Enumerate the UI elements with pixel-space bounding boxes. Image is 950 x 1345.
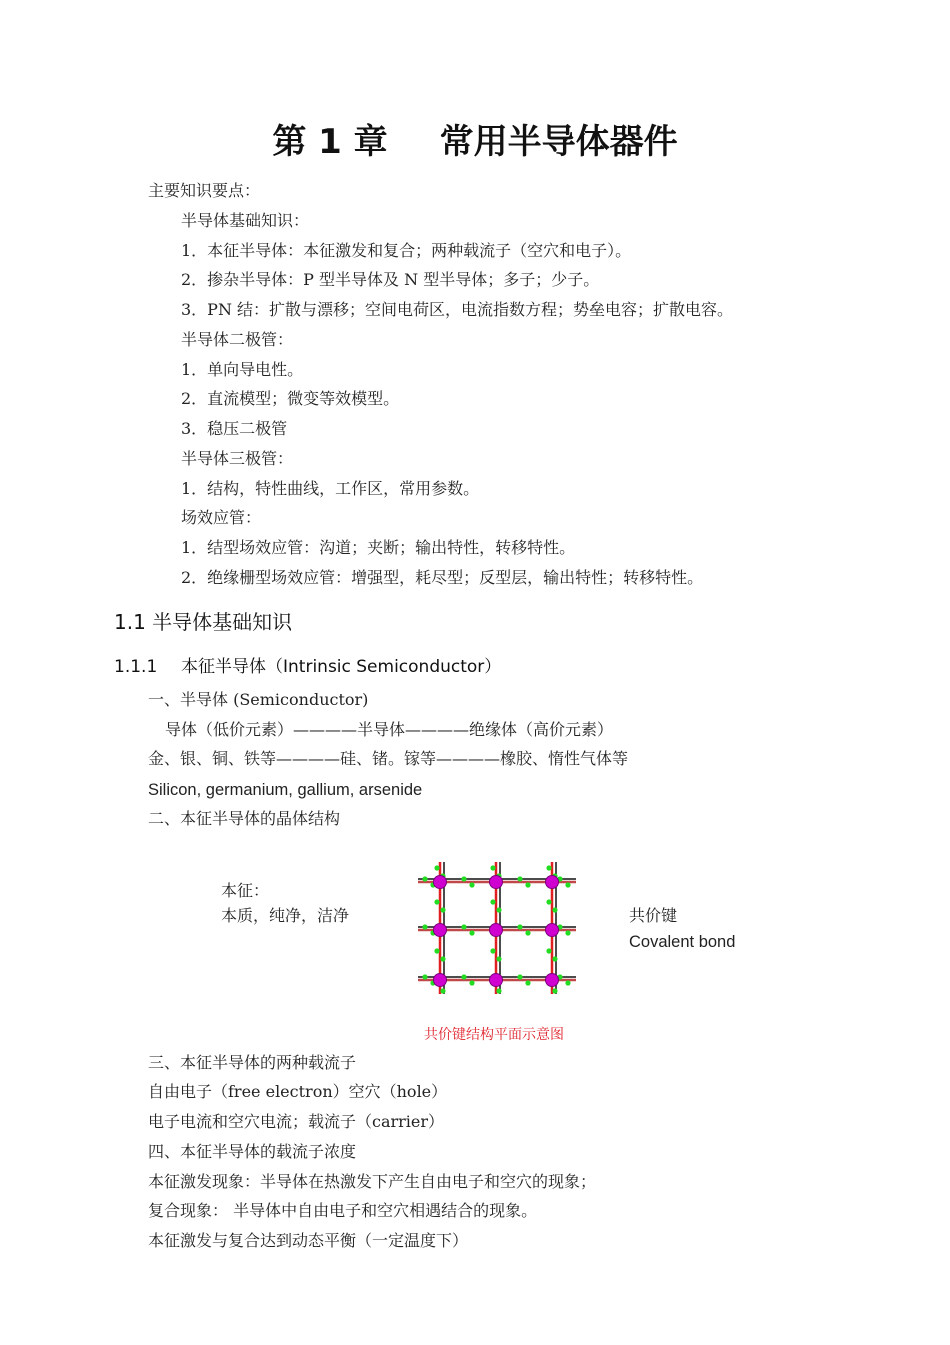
part-heading: 二、本征半导体的晶体结构: [148, 809, 341, 828]
valence-electron: [469, 882, 474, 887]
valence-electron: [422, 974, 427, 979]
valence-electron: [490, 899, 495, 904]
valence-electron: [422, 876, 427, 881]
valence-electron: [496, 907, 501, 912]
valence-electron: [461, 924, 466, 929]
valence-electron: [440, 907, 445, 912]
valence-electron: [461, 974, 466, 979]
atom-nucleus: [490, 876, 503, 889]
outline-item: 2．直流模型；微变等效模型。: [181, 389, 400, 408]
paragraph-line: 本征激发与复合达到动态平衡（一定温度下）: [148, 1231, 469, 1250]
valence-electron: [552, 956, 557, 961]
atom-nucleus: [434, 924, 447, 937]
atom-nucleus: [434, 974, 447, 987]
valence-electron: [525, 882, 530, 887]
valence-electron: [461, 876, 466, 881]
figure-label: 本质，纯净，洁净: [221, 906, 350, 925]
outline-item: 1．本征半导体：本征激发和复合；两种载流子（空穴和电子）。: [181, 241, 632, 260]
valence-electron: [546, 899, 551, 904]
chapter-number: 第 1 章: [272, 122, 388, 162]
valence-electron: [552, 988, 557, 993]
valence-electron: [517, 924, 522, 929]
atom-nucleus: [546, 876, 559, 889]
valence-electron: [496, 956, 501, 961]
valence-electron: [434, 948, 439, 953]
valence-electron: [469, 980, 474, 985]
valence-electron: [490, 948, 495, 953]
valence-electron: [546, 948, 551, 953]
outline-section-title: 半导体三极管：: [181, 449, 294, 468]
figure-label: 共价键: [629, 906, 678, 925]
paragraph-line: 复合现象： 半导体中自由电子和空穴相遇结合的现象。: [148, 1201, 538, 1220]
atom-nucleus: [490, 924, 503, 937]
outline-item: 2．绝缘栅型场效应管：增强型，耗尽型；反型层，输出特性；转移特性。: [181, 568, 704, 587]
valence-electron: [469, 930, 474, 935]
paragraph-line: 自由电子（free electron）空穴（hole）: [148, 1082, 448, 1101]
valence-electron: [440, 956, 445, 961]
valence-electron: [565, 930, 570, 935]
outline-section-title: 场效应管：: [181, 508, 262, 527]
valence-electron: [525, 980, 530, 985]
valence-electron: [517, 974, 522, 979]
valence-electron: [496, 988, 501, 993]
part-heading: 三、本征半导体的两种载流子: [148, 1053, 357, 1072]
outline-item: 1．结构，特性曲线，工作区，常用参数。: [181, 479, 480, 498]
chapter-title: [0, 122, 950, 162]
outline-item: 1．结型场效应管：沟道；夹断；输出特性，转移特性。: [181, 538, 576, 557]
outline-section-title: 半导体基础知识：: [181, 211, 310, 230]
valence-electron: [552, 907, 557, 912]
atom-nucleus: [434, 876, 447, 889]
section-heading: 1.1 半导体基础知识: [114, 610, 293, 634]
chapter-name: 常用半导体器件: [439, 122, 678, 162]
part-heading: 四、本征半导体的载流子浓度: [148, 1142, 357, 1161]
valence-electron: [490, 865, 495, 870]
valence-electron: [525, 930, 530, 935]
atom-nucleus: [546, 924, 559, 937]
valence-electron: [546, 865, 551, 870]
paragraph-line: 电子电流和空穴电流；载流子（carrier）: [148, 1112, 445, 1131]
covalent-bond-lattice-diagram: [418, 860, 580, 996]
valence-electron: [434, 865, 439, 870]
atom-nucleus: [546, 974, 559, 987]
valence-electron: [517, 876, 522, 881]
outline-item: 3．PN 结：扩散与漂移；空间电荷区，电流指数方程；势垒电容；扩散电容。: [181, 300, 734, 319]
valence-electron: [434, 899, 439, 904]
valence-electron: [422, 924, 427, 929]
outline-item: 3．稳压二极管: [181, 419, 288, 438]
valence-electron: [565, 882, 570, 887]
outline-heading: 主要知识要点：: [148, 181, 261, 200]
subsection-number: 1.1.1: [114, 657, 158, 677]
part-heading: 一、半导体 (Semiconductor): [148, 690, 369, 709]
outline-item: 1．单向导电性。: [181, 360, 304, 379]
figure-label: 本征：: [221, 881, 270, 900]
atom-nucleus: [490, 974, 503, 987]
paragraph-line: 导体（低价元素）————半导体————绝缘体（高价元素）: [165, 720, 614, 739]
outline-item: 2．掺杂半导体：P 型半导体及 N 型半导体；多子；少子。: [181, 270, 600, 289]
figure-label: Covalent bond: [629, 933, 736, 951]
paragraph-line: 本征激发现象：半导体在热激发下产生自由电子和空穴的现象；: [148, 1172, 597, 1191]
valence-electron: [440, 988, 445, 993]
subsection-heading: 本征半导体（Intrinsic Semiconductor）: [181, 657, 502, 677]
figure-caption: 共价键结构平面示意图: [424, 1027, 564, 1043]
paragraph-line: Silicon, germanium, gallium, arsenide: [148, 781, 423, 799]
paragraph-line: 金、银、铜、铁等————硅、锗。镓等————橡胶、惰性气体等: [148, 749, 629, 768]
valence-electron: [565, 980, 570, 985]
outline-section-title: 半导体二极管：: [181, 330, 294, 349]
